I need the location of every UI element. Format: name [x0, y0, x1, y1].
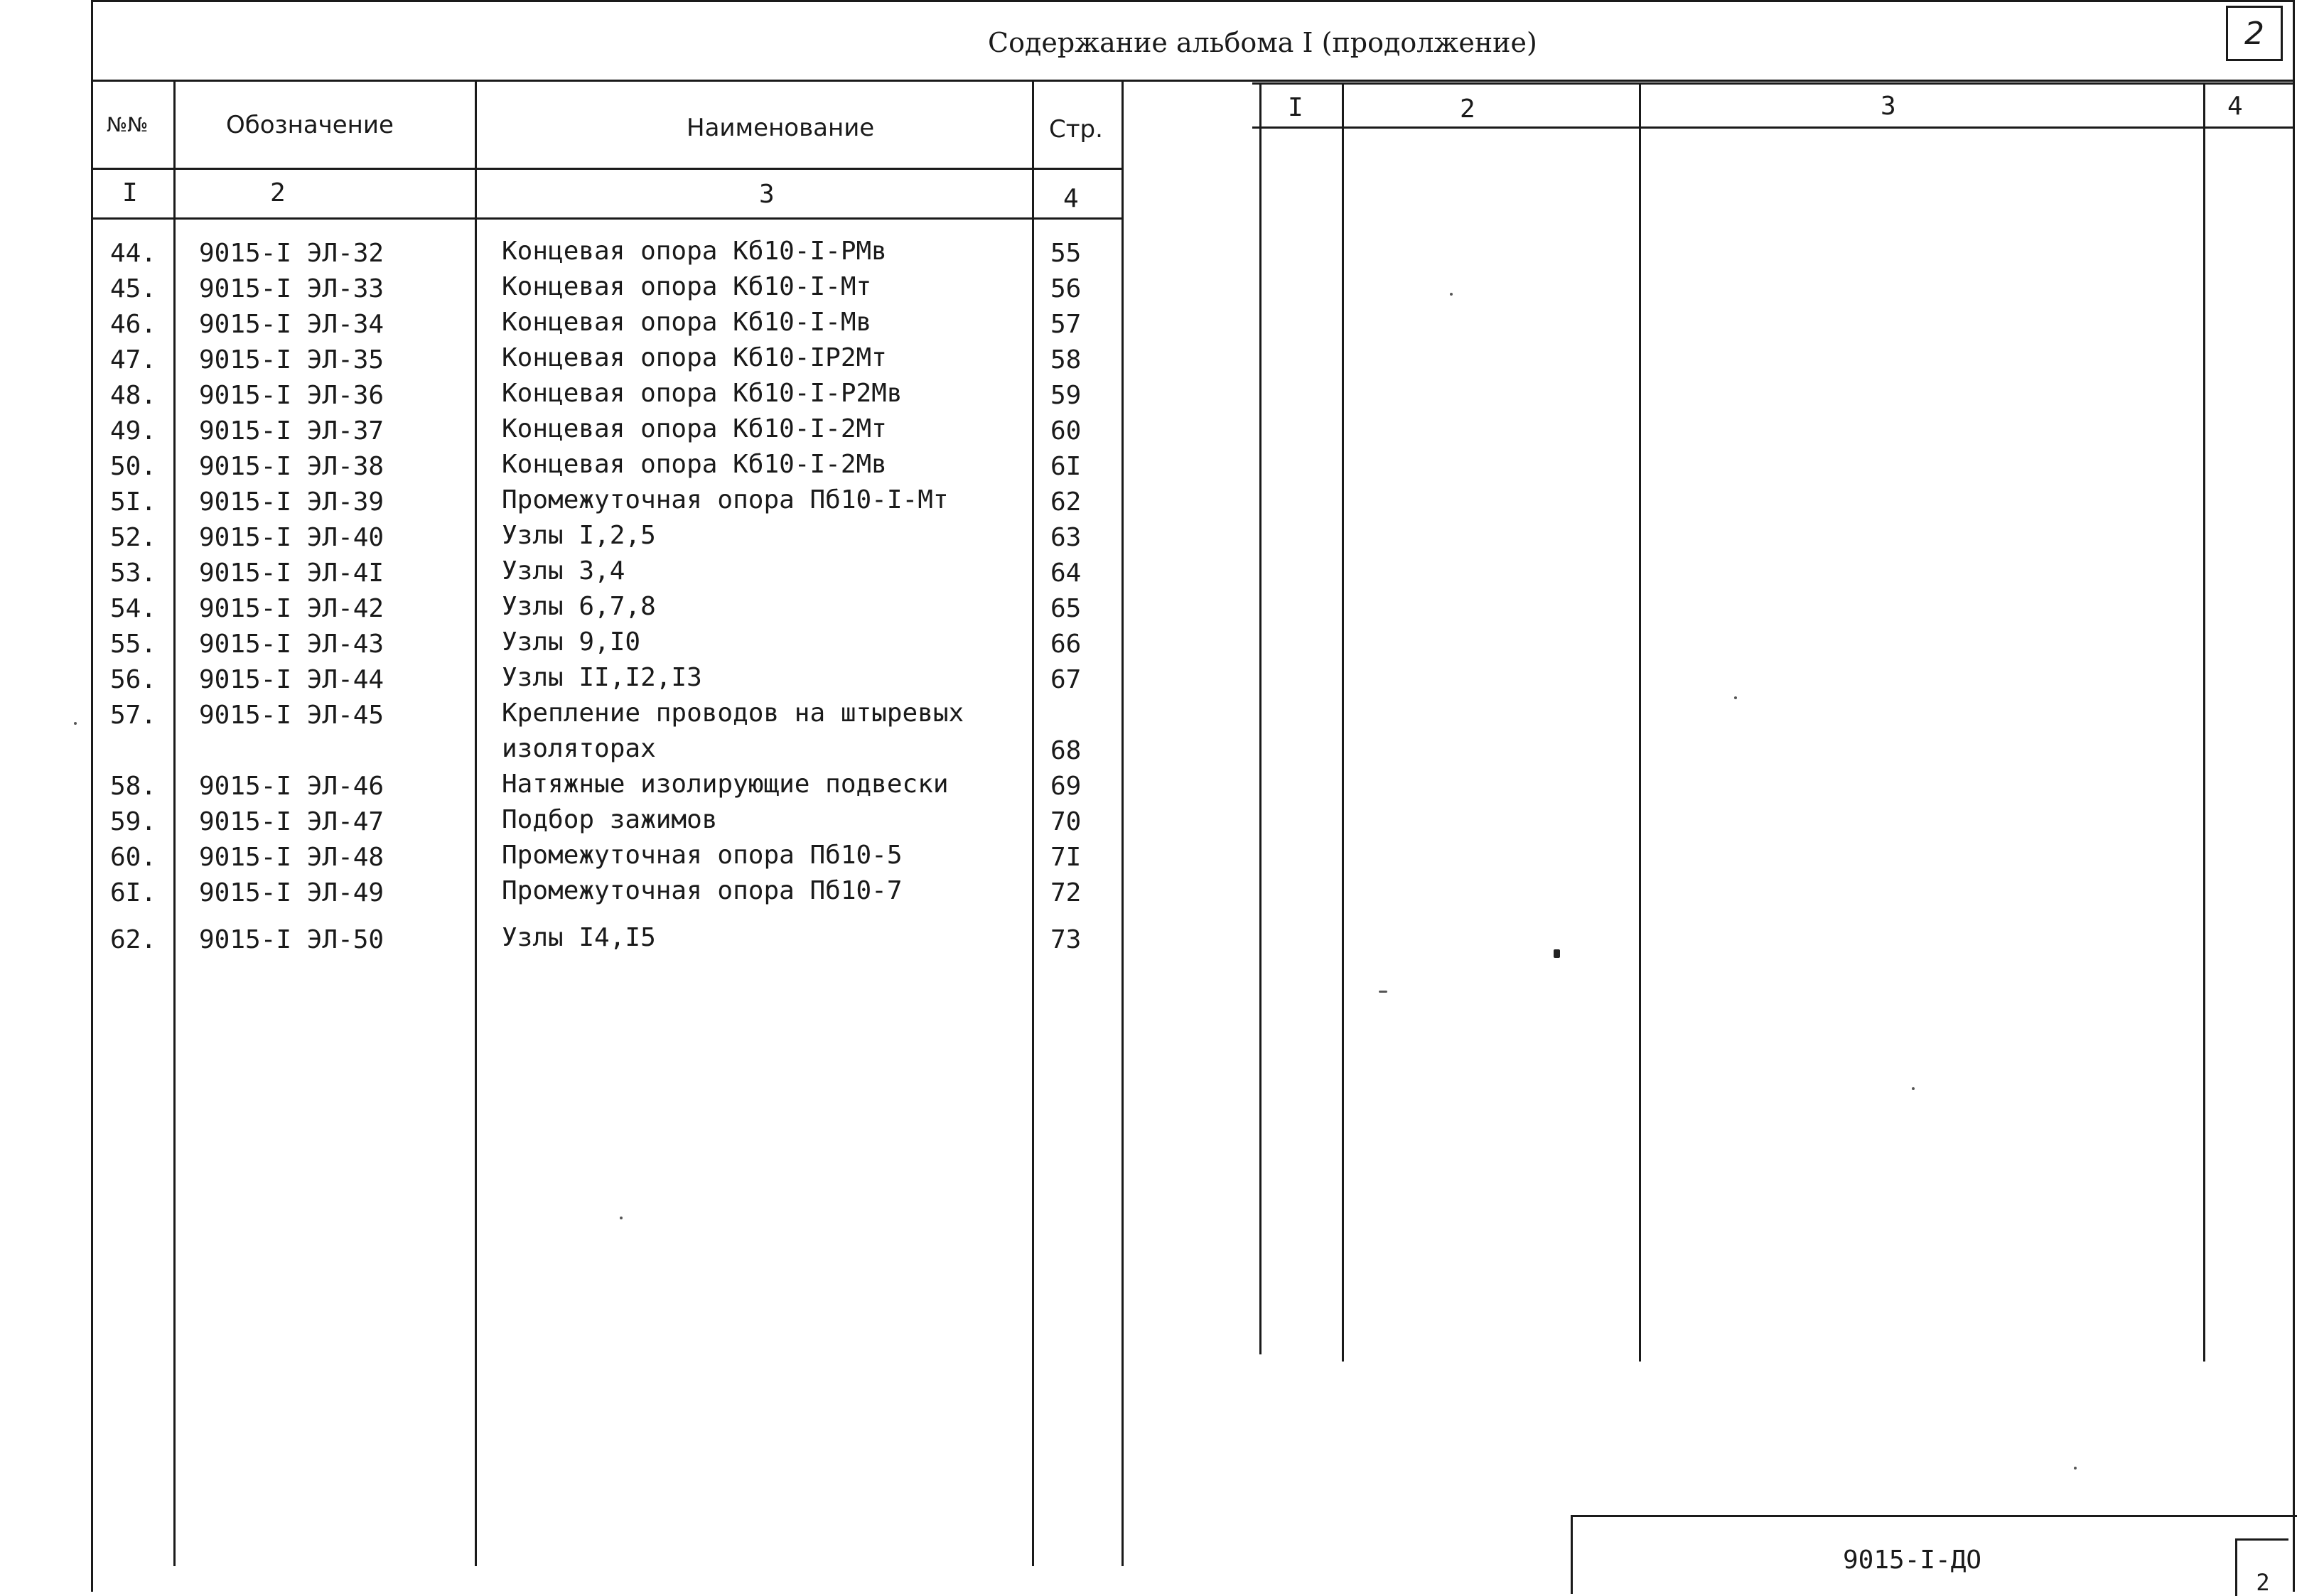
- header-designation: Обозначение: [226, 111, 394, 139]
- row-number: 5I.: [110, 487, 157, 517]
- row-page: 62: [1050, 487, 1082, 517]
- row-number: 49.: [110, 416, 157, 446]
- row-designation: 9015-I ЭЛ-40: [199, 523, 384, 552]
- stamp-sheet-number: 2: [2256, 1569, 2270, 1596]
- row-designation: 9015-I ЭЛ-35: [199, 345, 384, 374]
- row-page: 57: [1050, 310, 1082, 339]
- row-page: 68: [1050, 736, 1082, 765]
- header-name: Наименование: [687, 114, 875, 142]
- speck: [1912, 1087, 1915, 1090]
- row-page: 56: [1050, 274, 1082, 303]
- speck: [1734, 696, 1737, 699]
- left-table-colnum-bottom: [91, 217, 1123, 220]
- sheet-number: 2: [2244, 15, 2264, 52]
- left-colnum-1: I: [122, 178, 138, 207]
- row-designation: 9015-I ЭЛ-46: [199, 772, 384, 801]
- row-name: Промежуточная опора Пб10-7: [502, 876, 903, 905]
- row-page: 73: [1050, 925, 1082, 954]
- header-number: №№: [107, 113, 149, 136]
- stamp-sheet-box: [2235, 1538, 2288, 1596]
- row-designation: 9015-I ЭЛ-43: [199, 630, 384, 659]
- row-designation: 9015-I ЭЛ-38: [199, 452, 384, 481]
- row-page: 70: [1050, 807, 1082, 836]
- left-colnum-2: 2: [270, 178, 286, 207]
- row-name: Узлы II,I2,I3: [502, 663, 702, 692]
- row-name: Узлы 9,I0: [502, 627, 641, 657]
- row-page: 64: [1050, 559, 1082, 588]
- row-designation: 9015-I ЭЛ-42: [199, 594, 384, 623]
- row-number: 56.: [110, 665, 157, 694]
- speck: [2074, 1467, 2077, 1470]
- row-number: 53.: [110, 559, 157, 588]
- row-designation: 9015-I ЭЛ-45: [199, 701, 384, 730]
- row-page: 7I: [1050, 843, 1082, 872]
- row-number: 46.: [110, 310, 157, 339]
- row-page: 60: [1050, 416, 1082, 446]
- row-name: Подбор зажимов: [502, 805, 718, 834]
- header-page: Стр.: [1049, 115, 1103, 144]
- sheet-number-box: [2226, 6, 2283, 61]
- right-table-top: [1252, 82, 2293, 85]
- row-designation: 9015-I ЭЛ-50: [199, 925, 384, 954]
- row-designation: 9015-I ЭЛ-34: [199, 310, 384, 339]
- speck: [1450, 293, 1453, 296]
- row-name: Концевая опора Кб10-I-РМв: [502, 237, 887, 266]
- row-number: 57.: [110, 701, 157, 730]
- row-designation: 9015-I ЭЛ-36: [199, 381, 384, 410]
- row-number: 58.: [110, 772, 157, 801]
- row-name: Концевая опора Кб10-I-Мт: [502, 272, 872, 301]
- speck: [1379, 991, 1387, 993]
- row-designation: 9015-I ЭЛ-33: [199, 274, 384, 303]
- row-name: Натяжные изолирующие подвески: [502, 770, 949, 799]
- row-number: 48.: [110, 381, 157, 410]
- row-page: 66: [1050, 630, 1082, 659]
- row-page: 6I: [1050, 452, 1082, 481]
- row-name: Концевая опора Кб10-I-2Мв: [502, 450, 887, 479]
- row-name: Концевая опора Кб10-I-2Мт: [502, 414, 887, 443]
- speck: [1554, 949, 1560, 958]
- row-name: Концевая опора Кб10-I-Р2Мв: [502, 379, 903, 408]
- row-number: 47.: [110, 345, 157, 374]
- title-underline: [91, 80, 2294, 82]
- left-table-header-bottom: [91, 168, 1123, 170]
- row-page: 63: [1050, 523, 1082, 552]
- row-page: 72: [1050, 878, 1082, 907]
- row-designation: 9015-I ЭЛ-49: [199, 878, 384, 907]
- row-page: 69: [1050, 772, 1082, 801]
- frame-right-border: [2293, 0, 2295, 1592]
- table-row: [0, 699, 1137, 765]
- row-designation: 9015-I ЭЛ-48: [199, 843, 384, 872]
- row-number: 55.: [110, 630, 157, 659]
- row-number: 45.: [110, 274, 157, 303]
- row-designation: 9015-I ЭЛ-44: [199, 665, 384, 694]
- right-colnum-4: 4: [2227, 92, 2243, 121]
- row-designation: 9015-I ЭЛ-39: [199, 487, 384, 517]
- frame-top-border: [91, 0, 2294, 2]
- row-page: 65: [1050, 594, 1082, 623]
- right-table-left-edge: [1259, 82, 1262, 1354]
- title-block-stamp: [1571, 1515, 2297, 1594]
- row-designation: 9015-I ЭЛ-4I: [199, 559, 384, 588]
- row-name: Промежуточная опора Пб10-I-Мт: [502, 485, 949, 514]
- row-name: Узлы I4,I5: [502, 923, 656, 952]
- left-colnum-4: 4: [1063, 184, 1079, 213]
- row-name: Узлы 3,4: [502, 556, 625, 586]
- right-colnum-2: 2: [1460, 95, 1475, 124]
- row-number: 52.: [110, 523, 157, 552]
- row-page: 67: [1050, 665, 1082, 694]
- right-table-divider-3: [2203, 82, 2205, 1362]
- row-name: Узлы I,2,5: [502, 521, 656, 550]
- row-name: Узлы 6,7,8: [502, 592, 656, 621]
- row-name: Концевая опора Кб10-I-Мв: [502, 308, 872, 337]
- document-code: 9015-I-ДО: [1843, 1546, 1982, 1575]
- table-row: [0, 878, 1137, 914]
- row-number: 59.: [110, 807, 157, 836]
- page-title: Содержание альбома I (продолжение): [988, 27, 1537, 58]
- right-table-header-bottom: [1252, 126, 2293, 129]
- row-number: 50.: [110, 452, 157, 481]
- left-colnum-3: 3: [759, 180, 775, 209]
- speck: [620, 1217, 623, 1219]
- speck: [74, 722, 77, 725]
- row-page: 58: [1050, 345, 1082, 374]
- right-table-divider-1: [1342, 82, 1344, 1362]
- row-page: 59: [1050, 381, 1082, 410]
- right-table-divider-2: [1639, 82, 1641, 1362]
- row-name: Крепление проводов на штыревых изоляторах: [502, 699, 964, 763]
- row-number: 44.: [110, 239, 157, 268]
- row-number: 6I.: [110, 878, 157, 907]
- right-colnum-3: 3: [1881, 92, 1896, 121]
- row-number: 54.: [110, 594, 157, 623]
- row-designation: 9015-I ЭЛ-37: [199, 416, 384, 446]
- table-row: [0, 925, 1137, 961]
- row-number: 60.: [110, 843, 157, 872]
- row-number: 62.: [110, 925, 157, 954]
- right-colnum-1: I: [1288, 93, 1303, 122]
- row-name: Концевая опора Кб10-IР2Мт: [502, 343, 887, 372]
- row-designation: 9015-I ЭЛ-32: [199, 239, 384, 268]
- row-designation: 9015-I ЭЛ-47: [199, 807, 384, 836]
- row-page: 55: [1050, 239, 1082, 268]
- row-name: Промежуточная опора Пб10-5: [502, 841, 903, 870]
